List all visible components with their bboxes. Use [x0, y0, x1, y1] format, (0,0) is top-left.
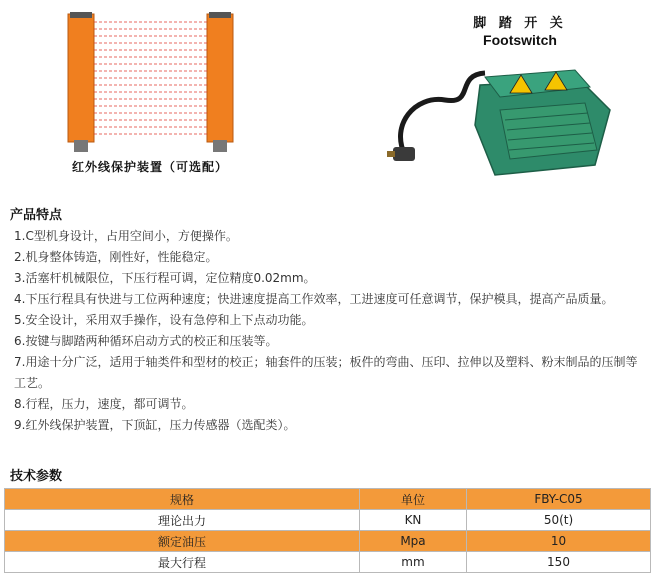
- column-header: 规格: [5, 489, 360, 510]
- table-row: [5, 531, 651, 552]
- table-row: [5, 552, 651, 573]
- table-cell: 最大行程: [5, 552, 360, 573]
- feature-item: 5.安全设计，采用双手操作，设有急停和上下点动功能。: [14, 313, 314, 327]
- column-header: 单位: [360, 489, 467, 510]
- spec-table: [4, 488, 651, 573]
- footswitch-subtitle: Footswitch: [483, 32, 557, 48]
- features-list: [14, 226, 646, 436]
- feature-item: 6.按键与脚踏两种循环启动方式的校正和压装等。: [14, 334, 278, 348]
- table-cell: 10: [467, 531, 651, 552]
- specs-heading: 技术参数: [10, 469, 63, 484]
- table-cell: KN: [360, 510, 467, 531]
- feature-item: 2.机身整体铸造，刚性好，性能稳定。: [14, 250, 218, 264]
- light-curtain-caption: 红外线保护装置（可选配）: [72, 160, 229, 174]
- table-row: [5, 510, 651, 531]
- table-cell: 150: [467, 552, 651, 573]
- light-curtain-image: [62, 12, 242, 152]
- feature-item: 3.活塞杆机械限位，下压行程可调，定位精度0.02mm。: [14, 271, 316, 285]
- table-cell: Mpa: [360, 531, 467, 552]
- feature-item: 9.红外线保护装置，下顶缸，压力传感器（选配类）。: [14, 418, 296, 432]
- table-header-row: [5, 489, 651, 510]
- table-cell: 50(t): [467, 510, 651, 531]
- table-cell: mm: [360, 552, 467, 573]
- footswitch-title: 脚 踏 开 关: [473, 16, 567, 31]
- feature-item: 8.行程，压力，速度，都可调节。: [14, 397, 194, 411]
- product-photos: [0, 0, 654, 200]
- features-heading: 产品特点: [10, 208, 63, 223]
- footswitch-image: [385, 55, 615, 180]
- feature-item: 1.C型机身设计，占用空间小，方便操作。: [14, 229, 238, 243]
- column-header: FBY-C05: [467, 489, 651, 510]
- table-cell: 理论出力: [5, 510, 360, 531]
- table-cell: 额定油压: [5, 531, 360, 552]
- feature-item: 4.下压行程具有快进与工位两种速度；快进速度提高工作效率，工进速度可任意调节，保护模具，提高产品质量。: [14, 292, 614, 306]
- feature-item: 7.用途十分广泛，适用于轴类件和型材的校正；轴套件的压装；板件的弯曲、压印、拉伸以及塑料、粉末制品的压制等工艺。: [14, 355, 638, 390]
